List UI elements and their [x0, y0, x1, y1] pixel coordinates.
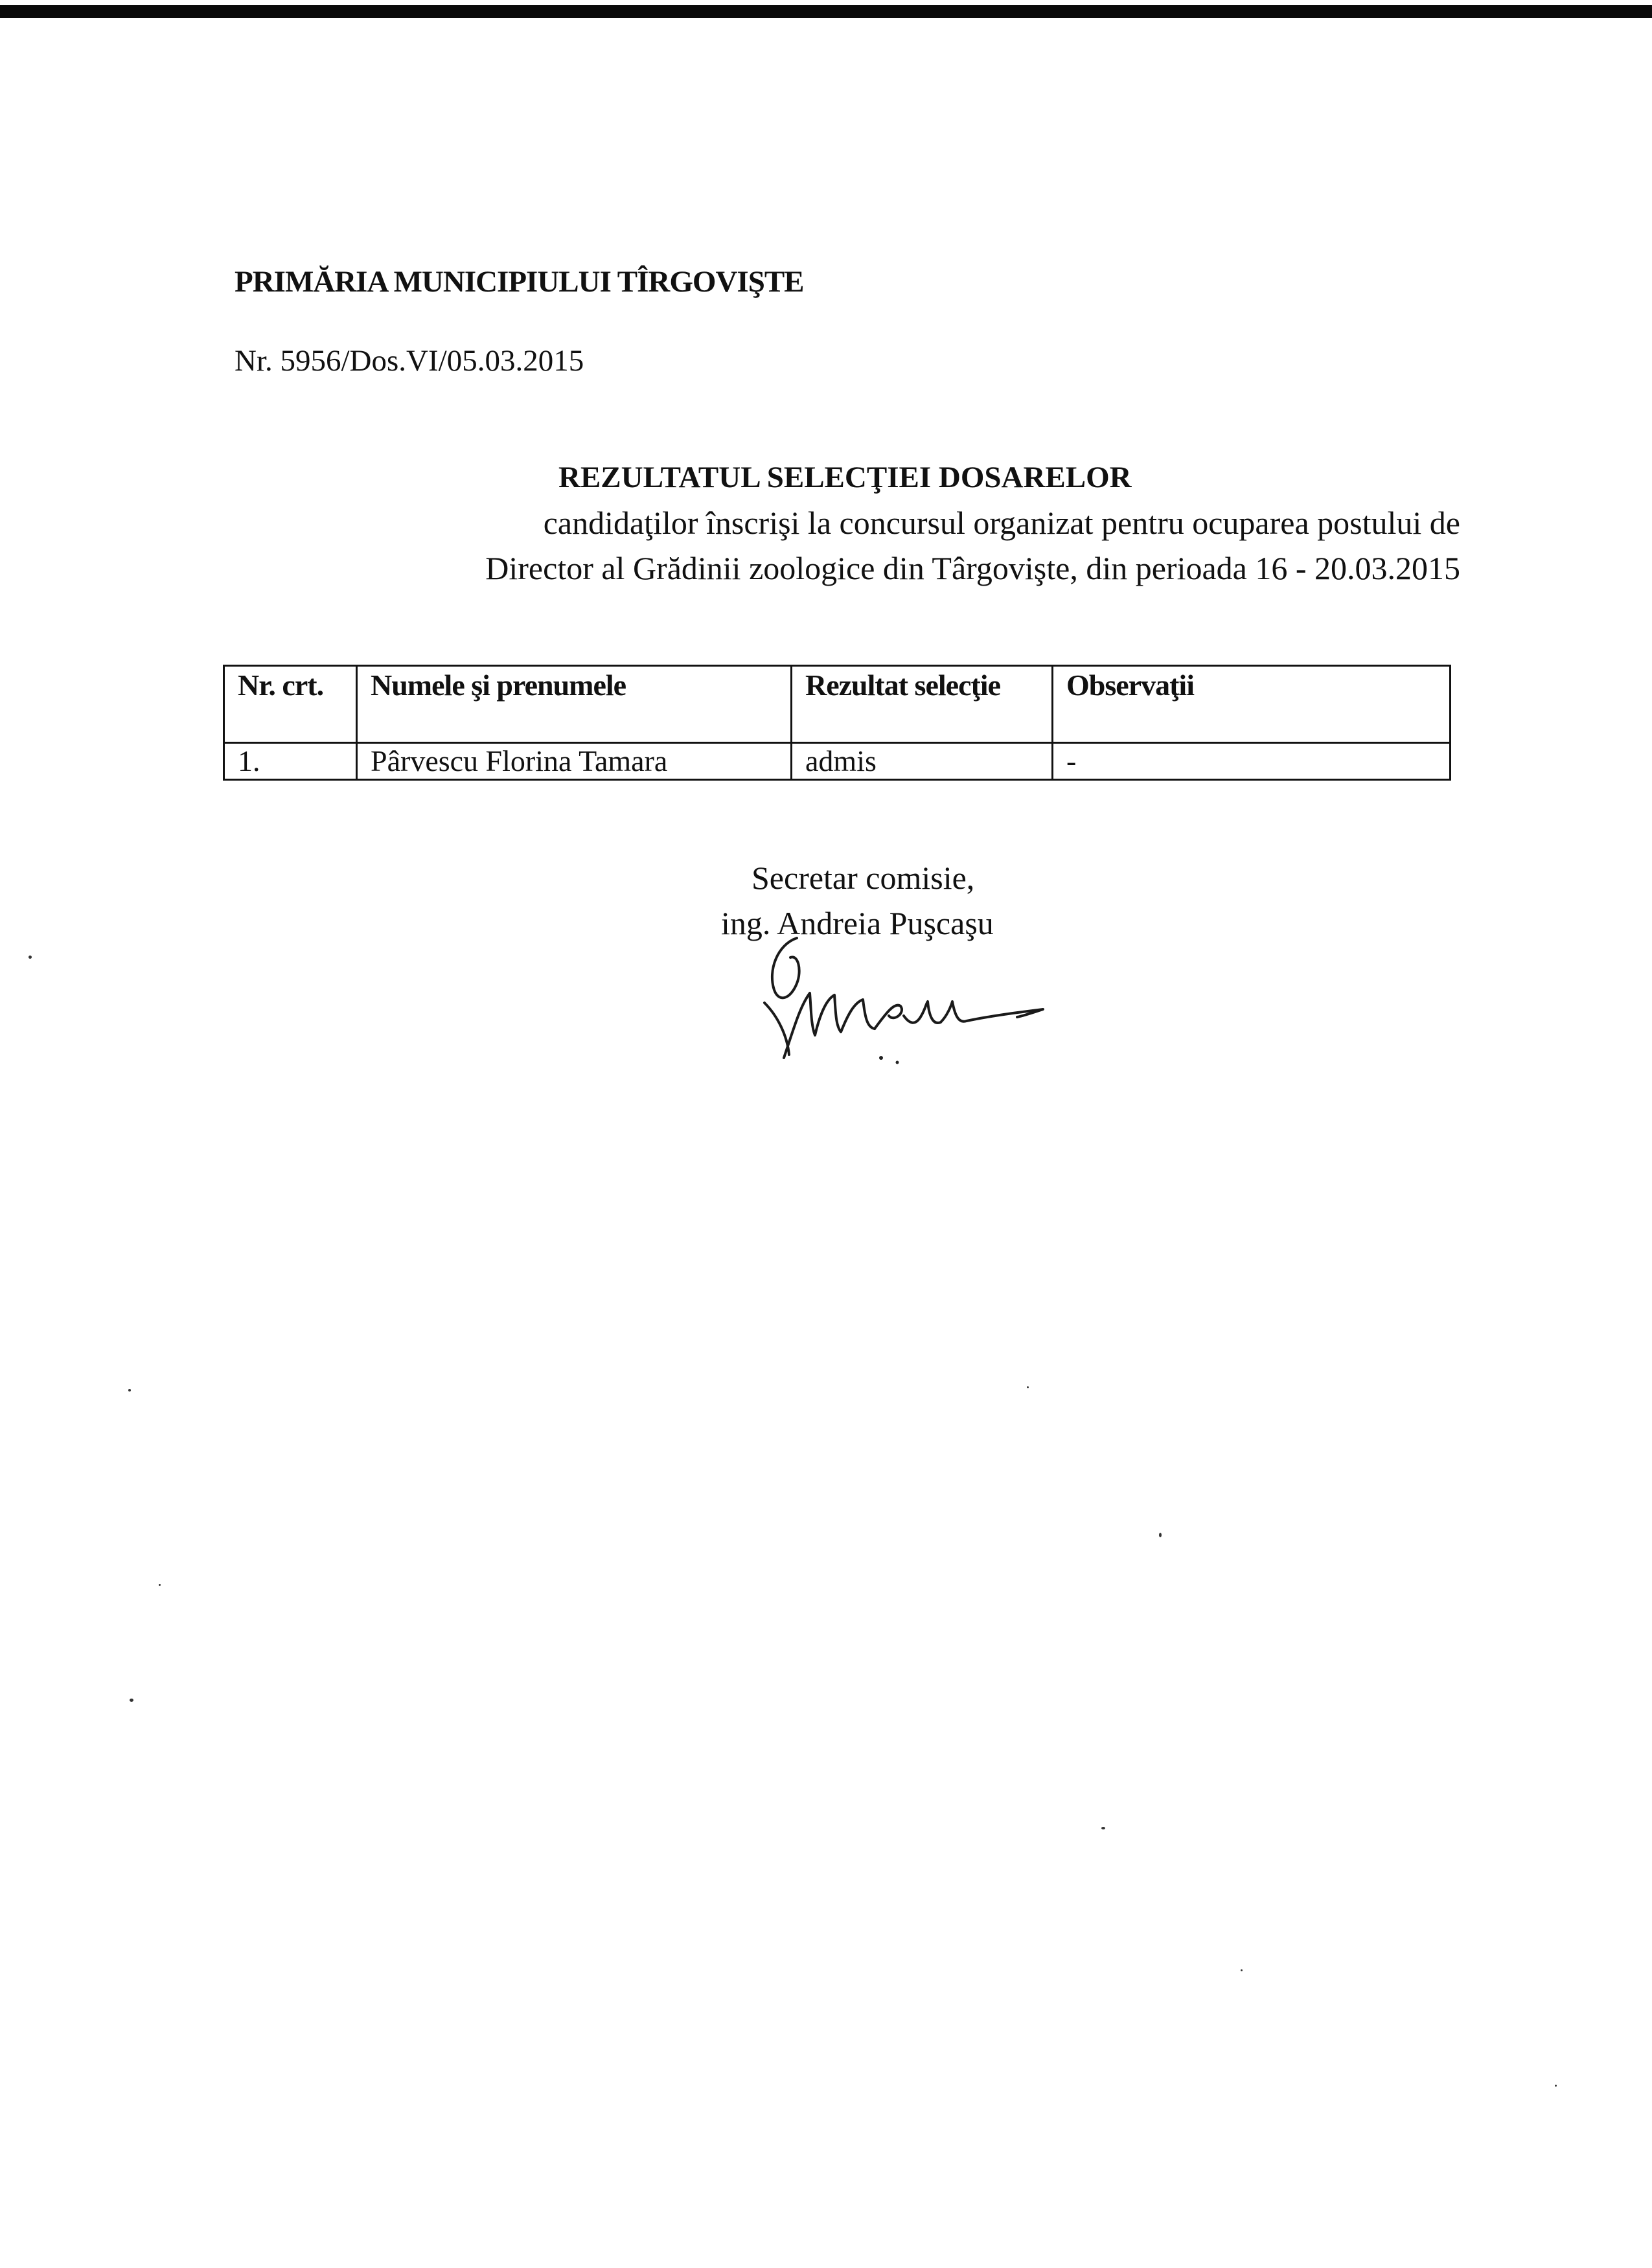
institution-name: PRIMĂRIA MUNICIPIULUI TÎRGOVIŞTE	[235, 265, 804, 299]
cell-remarks: -	[1053, 743, 1451, 780]
scan-top-edge	[0, 5, 1652, 18]
table-header-row	[224, 666, 1451, 743]
secretary-name: ing. Andreia Puşcaşu	[721, 905, 994, 941]
cell-result: admis	[792, 743, 1053, 780]
table-row	[224, 743, 1451, 780]
scan-speck	[159, 1584, 161, 1586]
registration-number: Nr. 5956/Dos.VI/05.03.2015	[235, 344, 584, 378]
results-table	[223, 665, 1451, 781]
document-subtitle-line-2: Director al Grădinii zoologice din Târgovişte, din perioada 16 - 20.03.2015	[485, 550, 1460, 586]
scan-speck	[130, 1699, 133, 1702]
document-title: REZULTATUL SELECŢIEI DOSARELOR	[558, 461, 1132, 494]
scan-speck	[128, 1389, 131, 1392]
scan-speck	[1241, 1969, 1243, 1971]
cell-name: Pârvescu Florina Tamara	[357, 743, 792, 780]
scan-speck	[1159, 1533, 1162, 1537]
header-nr: Nr. crt.	[224, 666, 357, 743]
secretary-role: Secretar comisie,	[751, 860, 975, 896]
handwritten-signature	[739, 919, 1050, 1074]
cell-nr: 1.	[224, 743, 357, 780]
header-name: Numele şi prenumele	[357, 666, 792, 743]
scan-speck	[1555, 2085, 1557, 2087]
header-remarks: Observaţii	[1053, 666, 1451, 743]
scan-speck	[1101, 1827, 1105, 1829]
scan-speck	[1027, 1386, 1029, 1388]
document-subtitle-line-1: candidaţilor înscrişi la concursul organizat pentru ocuparea postului de	[543, 505, 1460, 541]
scan-speck	[29, 956, 32, 959]
header-result: Rezultat selecţie	[792, 666, 1053, 743]
